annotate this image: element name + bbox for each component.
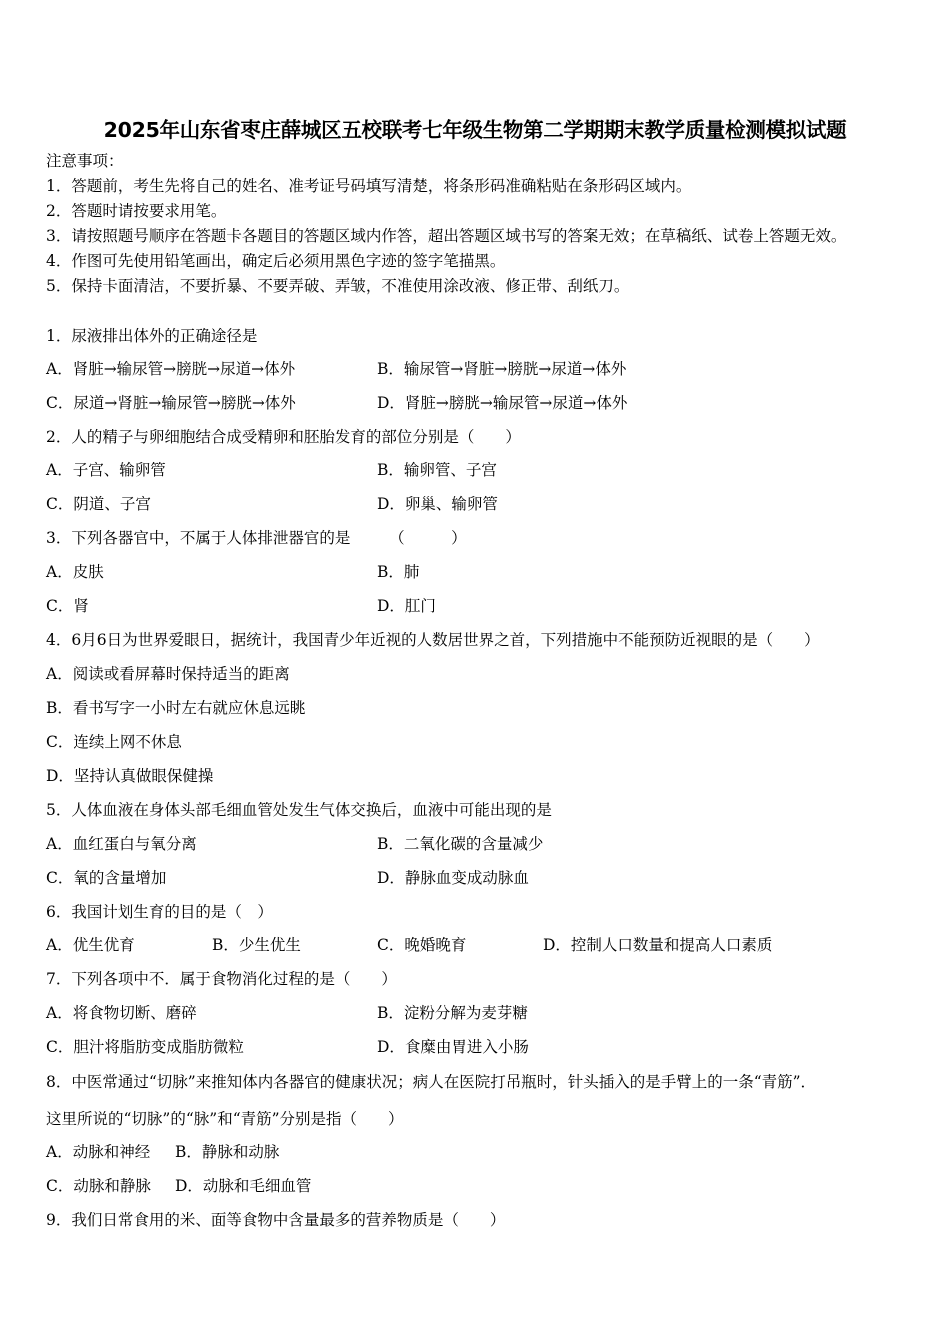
page-title: 2025年山东省枣庄薛城区五校联考七年级生物第二学期期末教学质量检测模拟试题 [103, 118, 847, 142]
option-a: A．将食物切断、磨碎 [46, 1004, 197, 1022]
option-a: A．肾脏→输尿管→膀胱→尿道→体外 [46, 360, 296, 378]
option-c: C．胆汁将脂肪变成脂肪微粒 [46, 1038, 244, 1056]
question-stem: 2．人的精子与卵细胞结合成受精卵和胚胎发育的部位分别是（ ） [46, 428, 521, 446]
notice-heading: 注意事项： [46, 152, 124, 170]
question-stem: 9．我们日常食用的米、面等食物中含量最多的营养物质是（ ） [46, 1211, 506, 1229]
option-d: D．食糜由胃进入小肠 [377, 1038, 529, 1056]
option-a: A．阅读或看屏幕时保持适当的距离 [46, 665, 290, 683]
option-d: D．肛门 [377, 597, 436, 615]
option-a: A．动脉和神经 [46, 1143, 151, 1161]
option-b: B．少生优生 [212, 936, 301, 954]
option-c: C．动脉和静脉 [46, 1177, 151, 1195]
option-a: A．血红蛋白与氧分离 [46, 835, 197, 853]
option-b: B．看书写字一小时左右就应休息远眺 [46, 699, 306, 717]
notice-item: 2．答题时请按要求用笔。 [46, 202, 227, 220]
option-d: D．静脉血变成动脉血 [377, 869, 529, 887]
option-c: C．氧的含量增加 [46, 869, 167, 887]
option-b: B．静脉和动脉 [175, 1143, 280, 1161]
notice-item: 3．请按照题号顺序在答题卡各题目的答题区域内作答，超出答题区域书写的答案无效；在草稿纸、试卷上答题无效。 [46, 227, 847, 245]
option-d: D．肾脏→膀胱→输尿管→尿道→体外 [377, 394, 628, 412]
question-stem: 5．人体血液在身体头部毛细血管处发生气体交换后，血液中可能出现的是 [46, 801, 552, 819]
option-b: B．肺 [377, 563, 420, 581]
option-d: D．动脉和毛细血管 [175, 1177, 312, 1195]
option-b: B．输尿管→肾脏→膀胱→尿道→体外 [377, 360, 627, 378]
option-c: C．阴道、子宫 [46, 495, 151, 513]
option-a: A．子宫、输卵管 [46, 461, 166, 479]
notice-item: 1．答题前，考生先将自己的姓名、准考证号码填写清楚，将条形码准确粘贴在条形码区域内。 [46, 177, 692, 195]
question-stem: 3．下列各器官中，不属于人体排泄器官的是 （ ） [46, 529, 467, 547]
option-b: B．淀粉分解为麦芽糖 [377, 1004, 528, 1022]
option-a: A．皮肤 [46, 563, 104, 581]
question-stem: 8．中医常通过“切脉”来推知体内各器官的健康状况；病人在医院打吊瓶时，针头插入的是手臂上的一条“青筋”． [46, 1073, 817, 1091]
option-d: D．坚持认真做眼保健操 [46, 767, 214, 785]
option-d: D．卵巢、输卵管 [377, 495, 498, 513]
option-b: B．输卵管、子宫 [377, 461, 497, 479]
option-d: D．控制人口数量和提高人口素质 [543, 936, 773, 954]
question-stem: 6．我国计划生育的目的是（ ） [46, 903, 273, 921]
question-stem: 1．尿液排出体外的正确途径是 [46, 327, 258, 345]
option-c: C．尿道→肾脏→输尿管→膀胱→体外 [46, 394, 296, 412]
question-stem-continued: 这里所说的“切脉”的“脉”和“青筋”分别是指（ ） [46, 1110, 404, 1128]
option-a: A．优生优育 [46, 936, 135, 954]
option-c: C．连续上网不休息 [46, 733, 182, 751]
option-c: C．肾 [46, 597, 89, 615]
notice-item: 5．保持卡面清洁，不要折暴、不要弄破、弄皱，不准使用涂改液、修正带、刮纸刀。 [46, 277, 630, 295]
option-c: C．晚婚晚育 [377, 936, 467, 954]
question-stem: 4．6月6日为世界爱眼日，据统计，我国青少年近视的人数居世界之首，下列措施中不能预防近视眼的是（ ） [46, 631, 820, 649]
question-stem: 7．下列各项中不．属于食物消化过程的是（ ） [46, 970, 397, 988]
notice-item: 4．作图可先使用铅笔画出，确定后必须用黑色字迹的签字笔描黑。 [46, 252, 506, 270]
option-b: B．二氧化碳的含量减少 [377, 835, 544, 853]
